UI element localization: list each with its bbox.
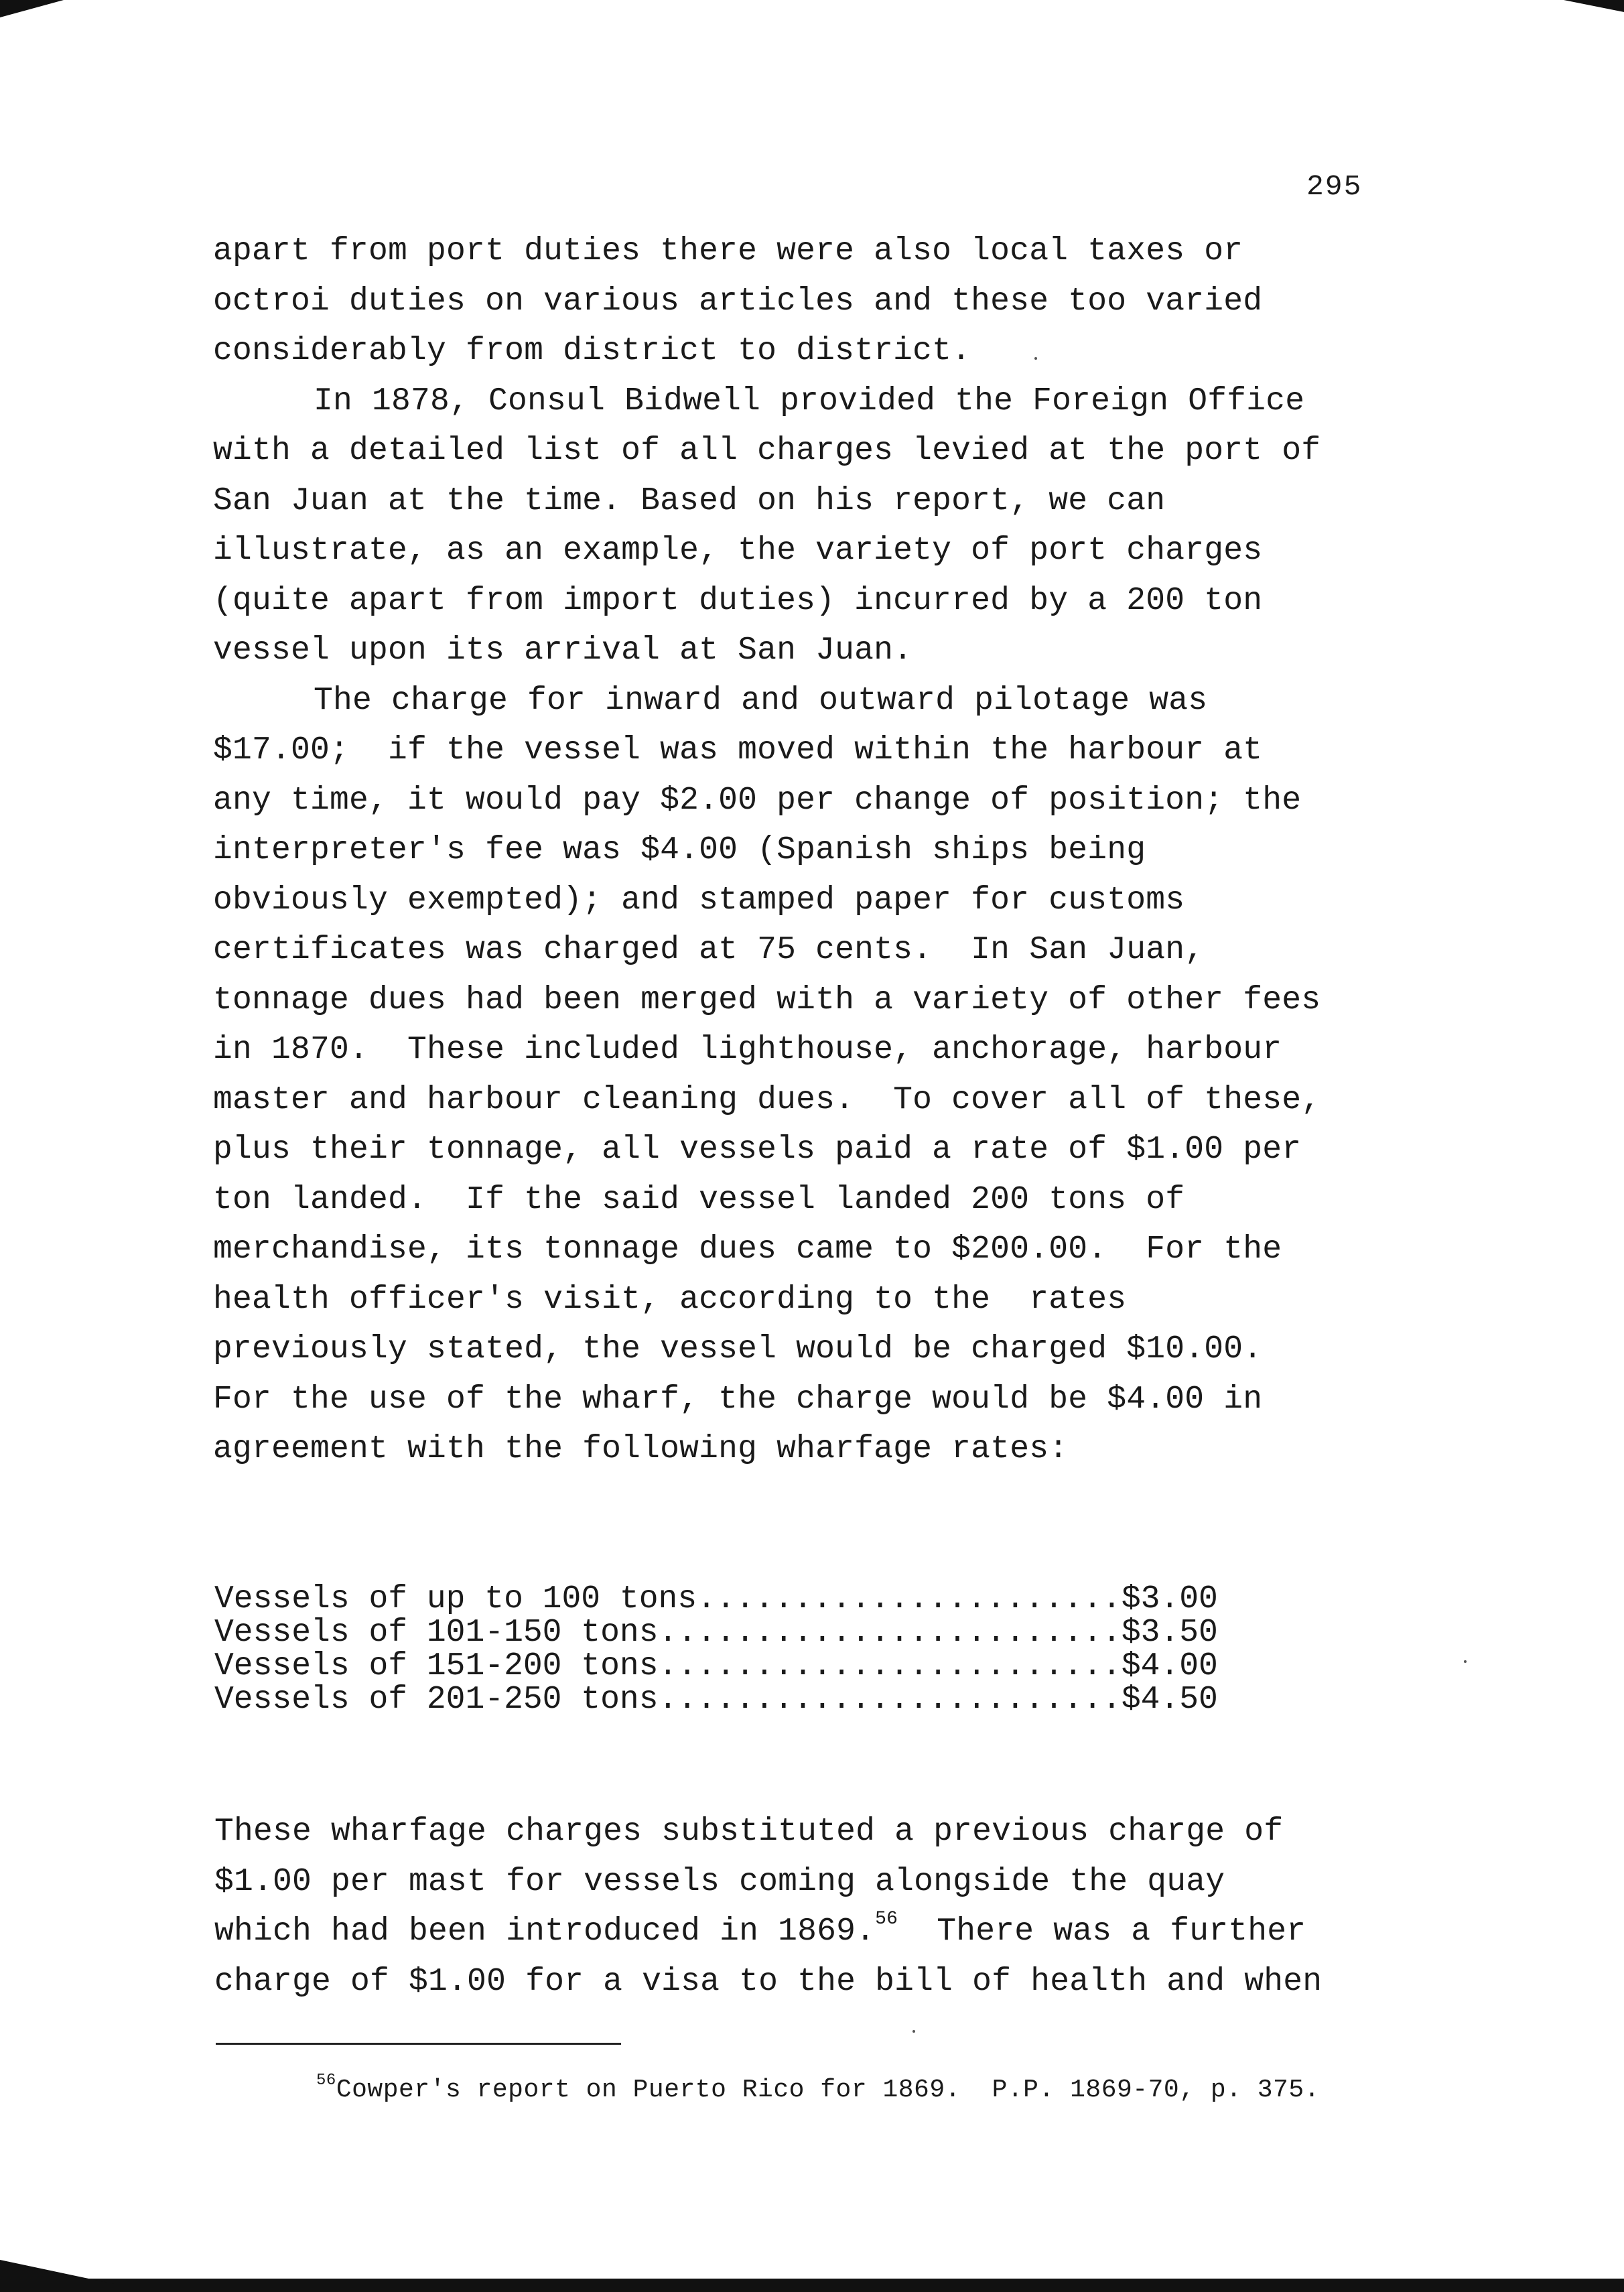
text-line: certificates was charged at 75 cents. In San Juan, [213,932,1205,968]
footnote-marker: 56 [316,2072,336,2090]
text-line: $17.00; if the vessel was moved within the harbour at [213,732,1263,768]
text-line: vessel upon its arrival at San Juan. [213,632,913,669]
text-line: In 1878, Consul Bidwell provided the Foreign Office [314,383,1305,419]
body-text-top [213,226,1432,1475]
wharfage-rates-table [214,1582,1218,1716]
text-line: merchandise, its tonnage dues came to $200.00. For the [213,1231,1282,1268]
text-line: health officer's visit, according to the rates [213,1281,1127,1318]
text-line: considerably from district to district. [213,333,971,369]
footnote [316,2072,1320,2109]
text-line: The charge for inward and outward pilotage was [314,682,1208,719]
text-line: illustrate, as an example, the variety of port charges [213,533,1263,569]
text-line: $1.00 per mast for vessels coming alongside the quay [214,1863,1225,1900]
text-line [214,1907,1434,1957]
scan-edge-bottom-bar [0,2279,1624,2292]
text-line: master and harbour cleaning dues. To cover all of these, [213,1081,1321,1118]
paragraph [213,676,1432,1475]
paragraph [213,226,1432,377]
text-line: in 1870. These included lighthouse, anchorage, harbour [213,1032,1282,1068]
wharfage-rate-row: Vessels of up to 100 tons......................$3.00 [214,1581,1218,1617]
page-number: 295 [1306,170,1363,203]
wharfage-rate-row: Vessels of 101-150 tons........................$3.50 [214,1615,1218,1651]
text-line: plus their tonnage, all vessels paid a rate of $1.00 per [213,1132,1302,1168]
text-line: with a detailed list of all charges levied at the port of [213,433,1321,469]
scan-speck [912,2030,915,2033]
text-segment: There was a further [898,1913,1306,1950]
text-line: ton landed. If the said vessel landed 200 tons of [213,1181,1185,1218]
scan-speck [1464,1660,1467,1663]
footnote-reference: 56 [875,1909,898,1930]
footnote-divider [216,2043,621,2045]
text-line: For the use of the wharf, the charge would be $4.00 in [213,1381,1263,1418]
scan-edge-mark-bottom-left [0,2238,114,2292]
text-line: agreement with the following wharfage rates: [213,1431,1069,1467]
paragraph [213,377,1432,676]
text-line: These wharfage charges substituted a previous charge of [214,1814,1284,1850]
body-text-bottom [214,1807,1434,2007]
text-segment: which had been introduced in 1869. [214,1913,876,1950]
text-line: obviously exempted); and stamped paper for customs [213,882,1185,919]
text-line: (quite apart from import duties) incurred by a 200 ton [213,582,1263,619]
text-line: previously stated, the vessel would be charged $10.00. [213,1331,1263,1367]
scan-edge-mark-top-right [1564,0,1624,12]
text-line: interpreter's fee was $4.00 (Spanish ships being [213,832,1146,868]
text-line: any time, it would pay $2.00 per change of position; the [213,782,1302,819]
scan-edge-mark-top-left [0,0,64,17]
text-line: San Juan at the time. Based on his report, we can [213,482,1166,519]
wharfage-rate-row: Vessels of 151-200 tons........................$4.00 [214,1648,1218,1684]
text-line: octroi duties on various articles and these too varied [213,283,1263,320]
text-line: apart from port duties there were also local taxes or [213,233,1243,269]
text-line: tonnage dues had been merged with a variety of other fees [213,982,1321,1018]
text-line: charge of $1.00 for a visa to the bill of health and when [214,1963,1323,2000]
wharfage-rate-row: Vessels of 201-250 tons........................$4.50 [214,1682,1218,1718]
footnote-text: Cowper's report on Puerto Rico for 1869. P.P. 1869-70, p. 375. [336,2076,1320,2104]
